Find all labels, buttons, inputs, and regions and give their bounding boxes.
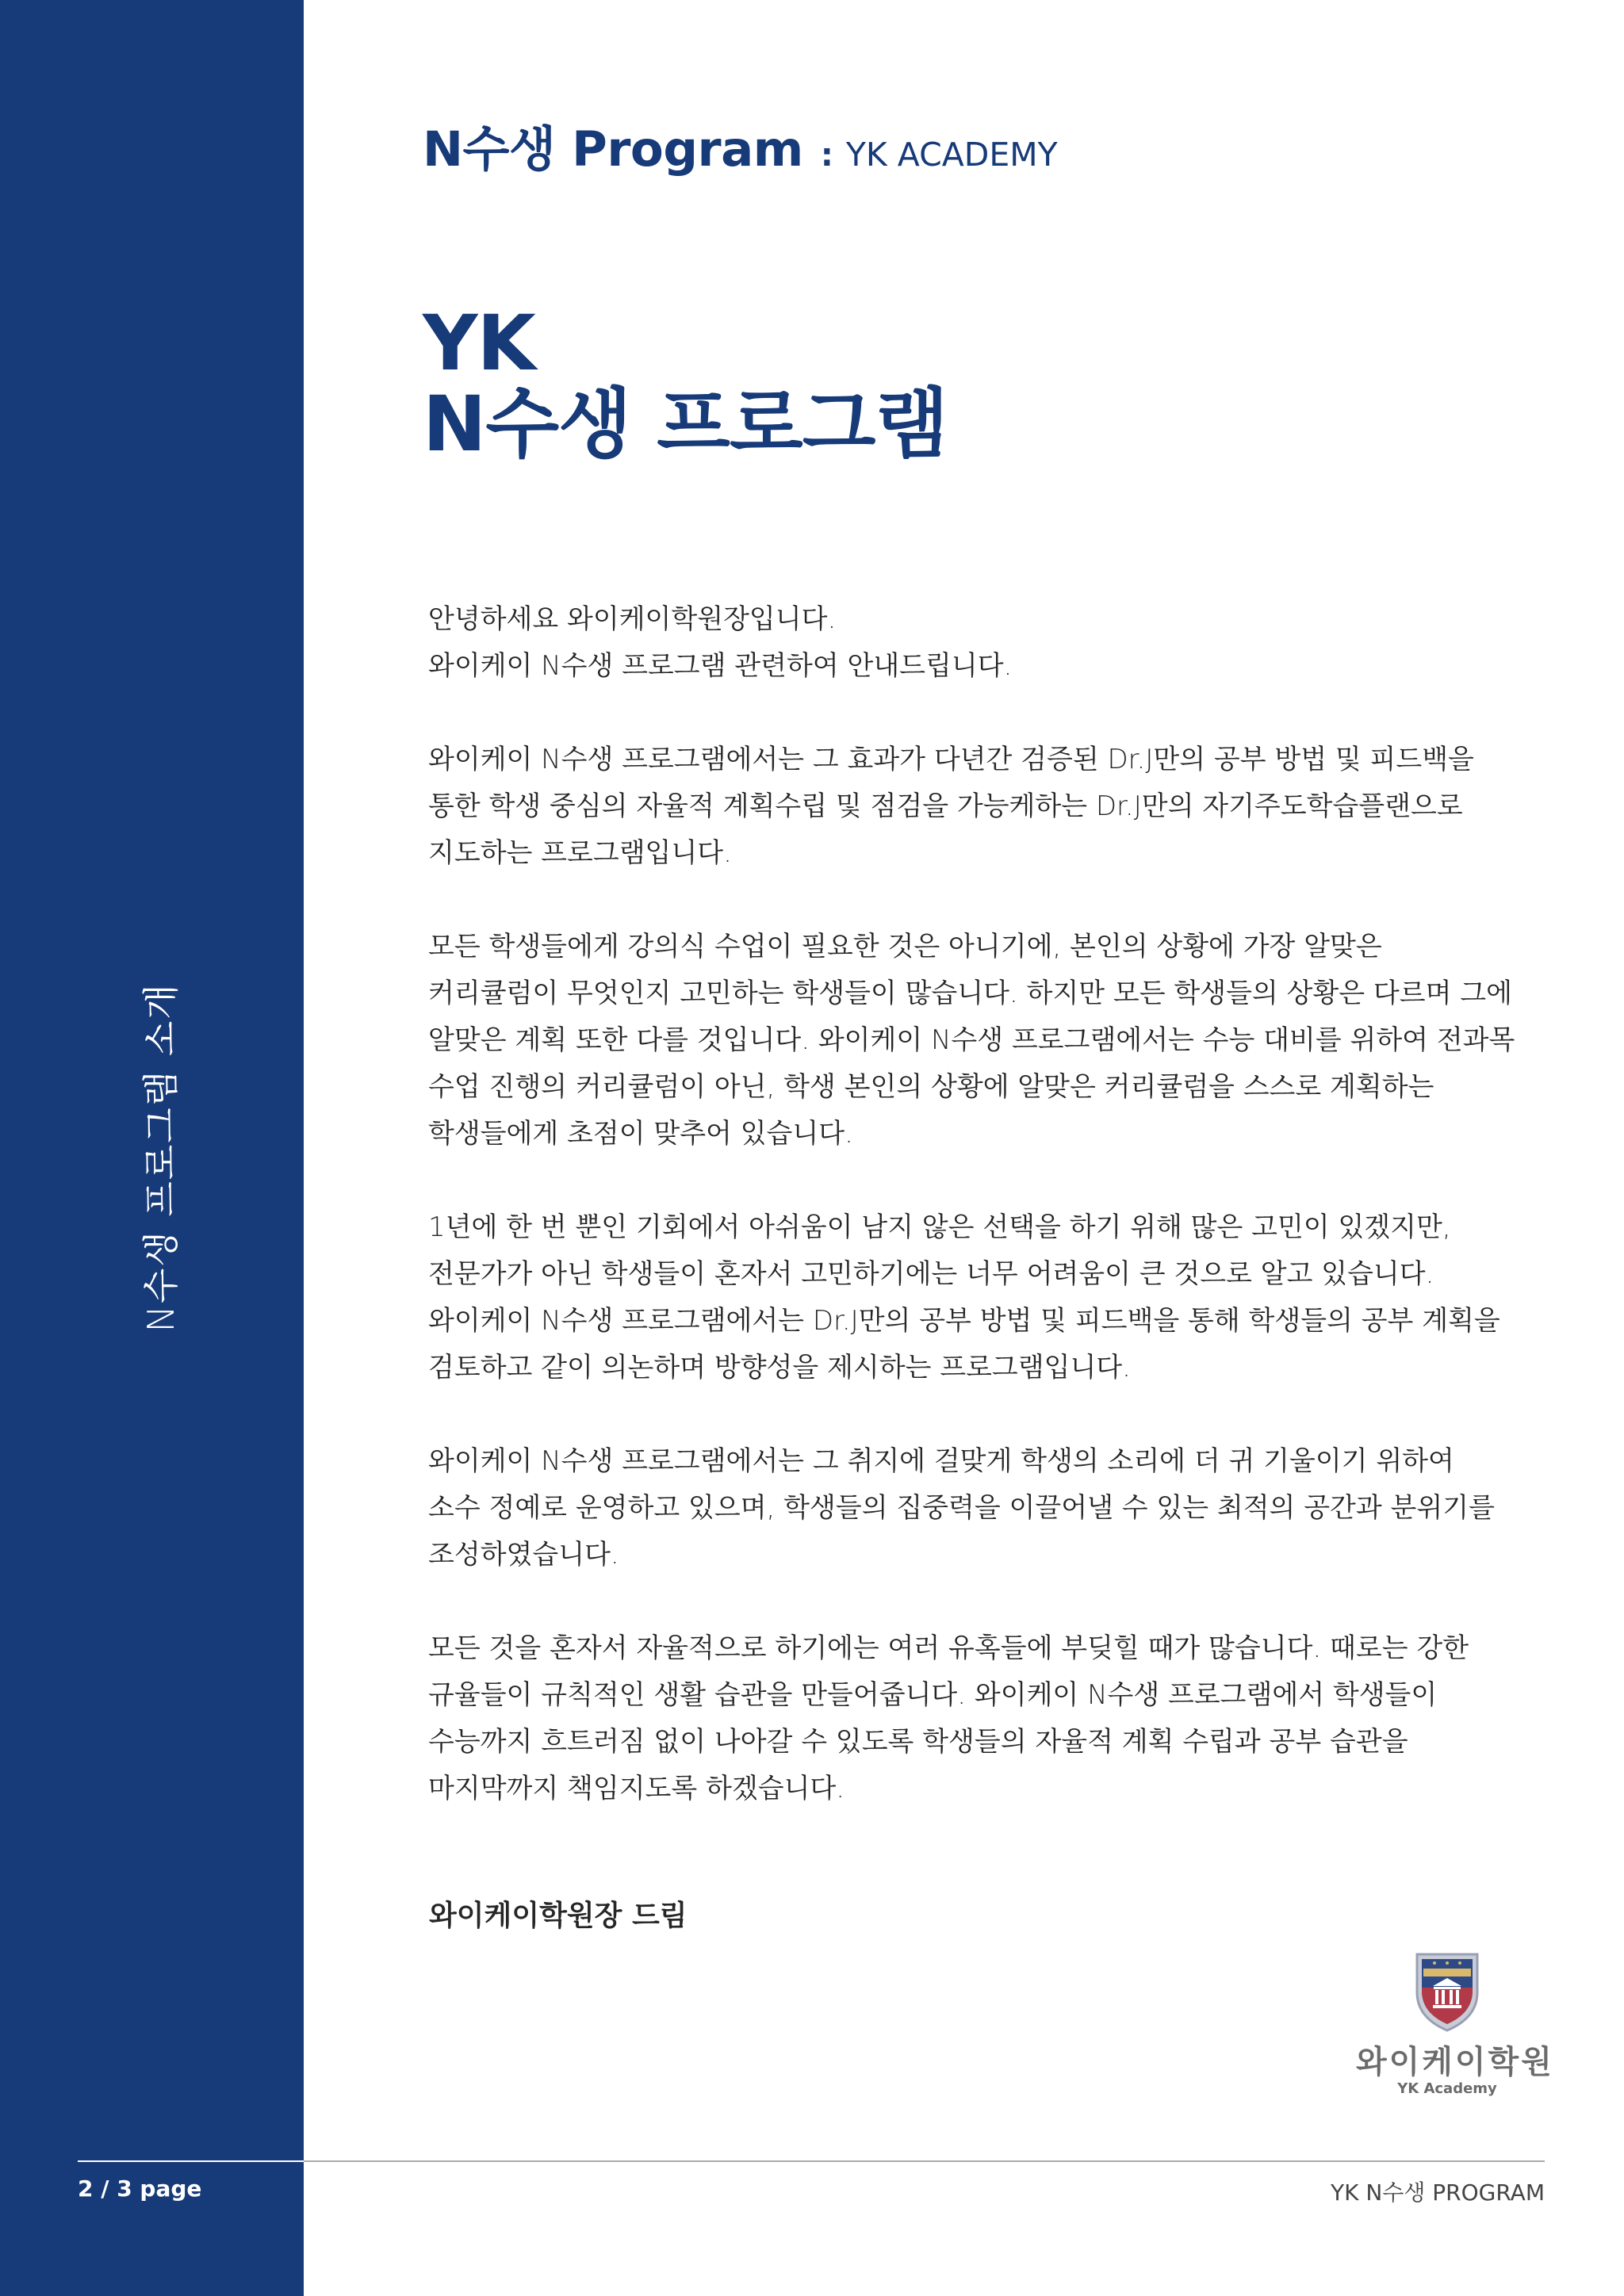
- footer-program-label: YK N수생 PROGRAM: [1330, 2179, 1545, 2206]
- page-title: [423, 299, 948, 469]
- letter-paragraph-environment: 와이케이 N수생 프로그램에서는 그 취지에 걸맞게 학생의 소리에 더 귀 기울이기 위하여 소수 정예로 운영하고 있으며, 학생들의 집중력을 이끌어낼 수 있는 최적의 공간과 분위기를 조성하였습니다.: [428, 1445, 1495, 1571]
- page-title-line-2: N수생 프로그램: [423, 380, 948, 469]
- letter-paragraph-curriculum: 모든 학생들에게 강의식 수업이 필요한 것은 아니기에, 본인의 상황에 가장 알맞은 커리큘럼이 무엇인지 고민하는 학생들이 많습니다. 하지만 모든 학생들의 상황은 다르며 그에 알맞은 계획 또한 다를 것입니다. 와이케이 N수생 프로그램에서는 수능 대비를 위하여 전과목 수업 진행의 커리큘럼이 아닌, 학생 본인의 상황에 알맞은 커리큘럼을 스스로 계획하는 학생들에게 초점이 맞추어 있습니다.: [428, 931, 1515, 1150]
- header-academy-name: YK ACADEMY: [845, 136, 1058, 174]
- logo-korean-name: 와이케이학원: [1356, 2044, 1554, 2080]
- sidebar: [0, 0, 304, 2296]
- header-separator: :: [820, 137, 833, 174]
- page-title-line-1: YK: [423, 299, 535, 388]
- academy-shield-emblem-icon: [1411, 1946, 1484, 2034]
- letter-body: [428, 596, 1522, 1859]
- page-number: 2 / 3 page: [78, 2175, 202, 2202]
- sidebar-section-label: N수생 프로그램 소개: [140, 982, 182, 1333]
- letter-paragraph-greeting: 안녕하세요 와이케이학원장입니다. 와이케이 N수생 프로그램 관련하여 안내드립니다.: [428, 603, 1013, 682]
- header-program-title: N수생 Program: [423, 121, 803, 178]
- academy-logo: [1356, 1946, 1554, 2097]
- letter-paragraph-discipline: 모든 것을 혼자서 자율적으로 하기에는 여러 유혹들에 부딪힐 때가 많습니다. 때로는 강한 규율들이 규칙적인 생활 습관을 만들어줍니다. 와이케이 N수생 프로그램에서 학생들이 수능까지 흐트러짐 없이 나아갈 수 있도록 학생들의 자율적 계획 수립과 공부 습관을 마지막까지 책임지도록 하겠습니다.: [428, 1632, 1469, 1804]
- letter-paragraph-guidance: 1년에 한 번 뿐인 기회에서 아쉬움이 남지 않은 선택을 하기 위해 많은 고민이 있겠지만, 전문가가 아닌 학생들이 혼자서 고민하기에는 너무 어려움이 큰 것으로 알고 있습니다. 와이케이 N수생 프로그램에서는 Dr.J만의 공부 방법 및 피드백을 통해 학생들의 공부 계획을 검토하고 같이 의논하며 방향성을 제시하는 프로그램입니다.: [428, 1211, 1500, 1383]
- logo-english-name: YK Academy: [1397, 2080, 1497, 2097]
- letter-signature: 와이케이학원장 드림: [429, 1900, 688, 1932]
- footer-divider-sidebar-segment: [78, 2160, 304, 2162]
- document-header: [423, 111, 1058, 180]
- letter-paragraph-method: 와이케이 N수생 프로그램에서는 그 효과가 다년간 검증된 Dr.J만의 공부 방법 및 피드백을 통한 학생 중심의 자율적 계획수립 및 점검을 가능케하는 Dr.J만의 자기주도학습플랜으로 지도하는 프로그램입니다.: [428, 744, 1474, 869]
